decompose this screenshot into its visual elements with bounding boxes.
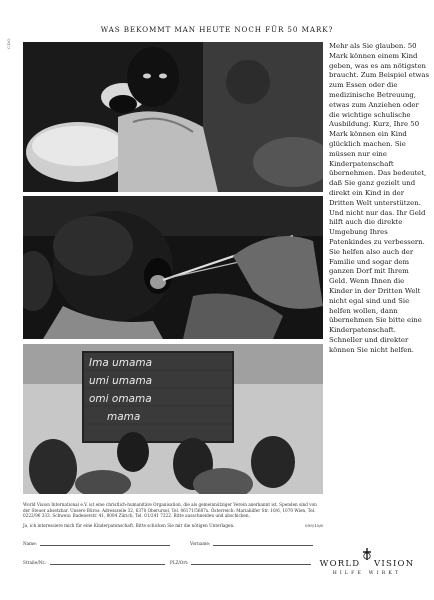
strasse-field[interactable] [50,559,165,565]
chalk-line-2: umi umama [89,375,153,387]
name-field-row [23,540,170,546]
photo-chalkboard-class [23,344,323,494]
chalk-line-4: mama [107,411,141,423]
vorname-field[interactable] [213,540,313,546]
logo-name [312,559,422,569]
strasse-field-row [23,559,165,565]
photo-child-fed [23,196,323,339]
name-field[interactable] [40,540,170,546]
vorname-field-row [190,540,313,546]
photo-child-eating [23,42,323,192]
vorname-label: Vorname: [190,541,211,546]
footer-text: World Vision International e.V. ist eine christlich-humanitäre Organisation, die als gemeinnütziger Verein anerkannt ist. Spenden sind von der Steuer absetzbar. Unsere Büros: Adresszeile 32, 6370 Oberursel, Tel. 06171/5687x. Österreich: Mariahilfer Str. 10/6, 1070 Wien, Tel. 0222/96 333. Schweiz: Badenerstr. 41, 8004 Zürich, Tel. 01/241 7222. Bitte ausschneiden und abschicken. [23,502,317,519]
photo-child-fed-shapes [23,196,323,339]
plz-label: PLZ/Ort: [170,560,189,565]
coupon-line: Ja, ich interessiere mich für eine Kinderpatenschaft. Bitte schicken Sie mir die nötigen Unterlagen. [23,523,235,528]
chalk-line-1: Ima umama [89,357,153,369]
world-vision-logo [312,547,422,587]
side-code: CDO [6,38,11,50]
name-label: Name: [23,541,38,546]
logo-name-left: WORLD [319,559,361,569]
plz-field[interactable] [191,559,311,565]
headline: WAS BEKOMMT MAN HEUTE NOCH FÜR 50 MARK? [100,25,334,34]
logo-name-right: VISION [374,559,415,569]
coupon-code: 099/10/6 [305,523,323,528]
photo-child-eating-shapes [23,42,323,192]
plz-field-row [170,559,311,565]
strasse-label: Straße/Nr.: [23,560,47,565]
chalkboard-text [89,354,229,426]
chalk-line-3: omi omama [89,393,152,405]
body-text: Mehr als Sie glauben. 50 Mark können einem Kind geben, was es am nötigsten braucht. Zum Beispiel etwas zum Essen oder die medizinische Betreuung, etwas zum Anziehen oder die wichtige schulische Ausbildung. Kurz, Ihre 50 Mark können ein Kind glücklich machen. Sie müssen nur eine Kinderpatenschaft übernehmen. Das bedeutet, daß Sie ganz gezielt und direkt ein Kind in der Dritten Welt unterstützen. Und nicht nur das. Ihr Geld hilft auch die direkte Umgebung Ihres Patenkindes zu verbessern. Sie helfen also auch der Familie und sogar dem ganzen Dorf mit Ihrem Geld. Wenn Ihnen die Kinder in der Dritten Welt nicht egal sind und Sie helfen wollen, dann übernehmen Sie bitte eine Kinderpatenschaft. Schneller und direkter können Sie nicht helfen. [329,42,430,354]
logo-subtitle: HILFE WIRKT [332,571,402,576]
